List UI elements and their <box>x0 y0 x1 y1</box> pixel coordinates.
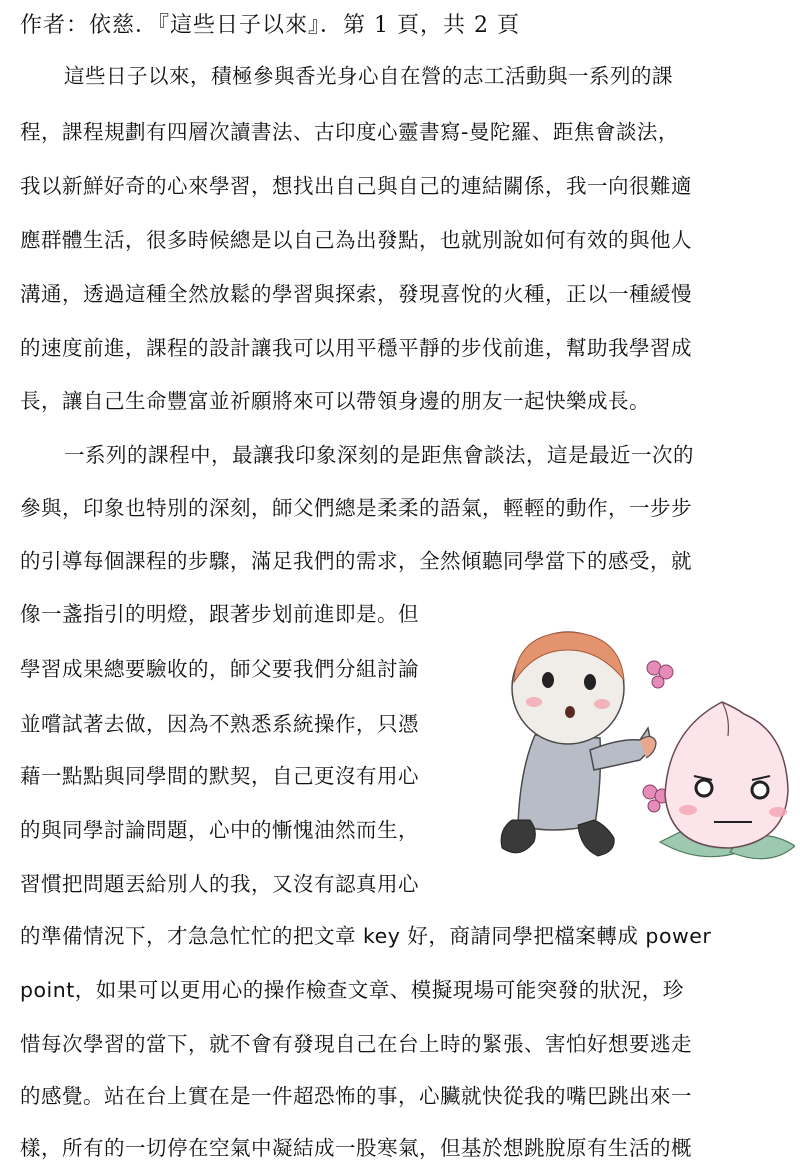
paragraph-line: 的引導每個課程的步驟，滿足我們的需求，全然傾聽同學當下的感受，就 <box>20 549 692 573</box>
paragraph-line: 像一盞指引的明燈，跟著步划前進即是。但 <box>20 602 419 626</box>
paragraph-line: 參與，印象也特別的深刻，師父們總是柔柔的語氣，輕輕的動作，一步步 <box>20 496 692 520</box>
paragraph-line: 的與同學討論問題，心中的慚愧油然而生， <box>20 818 419 842</box>
butterfly-icon <box>647 661 673 688</box>
paragraph-line: 我以新鮮好奇的心來學習，想找出自己與自己的連結關係，我一向很難適 <box>20 174 692 198</box>
paragraph-line: 溝通，透過這種全然放鬆的學習與探索，發現喜悅的火種，正以一種緩慢 <box>20 282 692 306</box>
paragraph-line: 一系列的課程中，最讓我印象深刻的是距焦會談法，這是最近一次的 <box>64 443 694 467</box>
paragraph-line: 程，課程規劃有四層次讀書法、古印度心靈書寫-曼陀羅、距焦會談法， <box>20 120 679 144</box>
page-header: 作者：依慈．『這些日子以來』．第 1 頁，共 2 頁 <box>20 13 520 38</box>
paragraph-line: 習慣把問題丟給別人的我，又沒有認真用心 <box>20 872 419 896</box>
paragraph-line: 樣，所有的一切停在空氣中凝結成一股寒氣，但基於想跳脫原有生活的概 <box>20 1136 692 1160</box>
paragraph-line: 的準備情況下，才急急忙忙的把文章 key 好，商請同學把檔案轉成 power <box>20 924 712 948</box>
paragraph-line: 惜每次學習的當下，就不會有發現自己在台上時的緊張、害怕好想要逃走 <box>20 1032 692 1056</box>
paragraph-line: 這些日子以來，積極參與香光身心自在營的志工活動與一系列的課 <box>64 64 673 88</box>
paragraph-line: 應群體生活，很多時候總是以自己為出發點，也就別說如何有效的與他人 <box>20 228 692 252</box>
little-monk-figure <box>501 632 656 856</box>
paragraph-line: 並嚐試著去做，因為不熟悉系統操作，只憑 <box>20 712 419 736</box>
paragraph-line: 藉一點點與同學間的默契，自己更沒有用心 <box>20 764 419 788</box>
paragraph-line: 學習成果總要驗收的，師父要我們分組討論 <box>20 657 419 681</box>
peach-character <box>665 702 788 848</box>
paragraph-line: 的速度前進，課程的設計讓我可以用平穩平靜的步伐前進，幫助我學習成 <box>20 336 692 360</box>
paragraph-line: 長，讓自己生命豐富並祈願將來可以帶領身邊的朋友一起快樂成長。 <box>20 389 650 413</box>
monk-and-peach-illustration <box>490 620 795 875</box>
paragraph-line: 的感覺。站在台上實在是一件超恐怖的事，心臟就快從我的嘴巴跳出來一 <box>20 1084 692 1108</box>
paragraph-line: point，如果可以更用心的操作檢查文章、模擬現場可能突發的狀況，珍 <box>20 978 684 1002</box>
